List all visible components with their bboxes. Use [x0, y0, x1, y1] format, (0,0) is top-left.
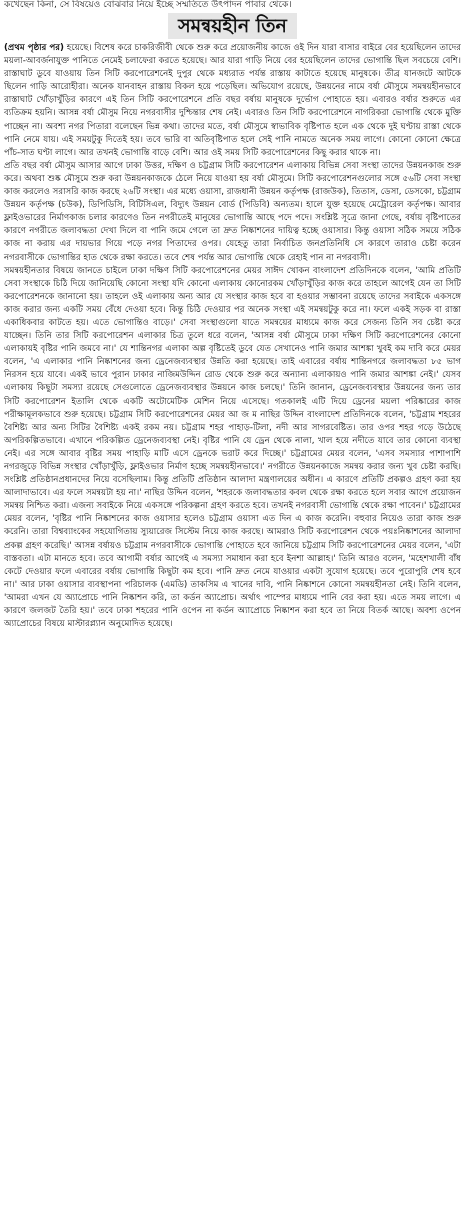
- article-paragraph-2: প্রতি বছর বর্ষা মৌসুম আসার আগে ঢাকা উত্তর, দক্ষিণ ও চট্টগ্রাম সিটি করপোরেশন এলাকায় বিভিন্ন সেবা সংস্থা তাদের উন্নয়নকাজ শুরু করে। অথবা শুষ্ক মৌসুমে শুরু করা উন্নয়নকাজকে ঠেলে নিয়ে যাওয়া হয় বর্ষা মৌসুমে। সিটি করপোরেশনগুলোর সঙ্গে ৫৬টি সেবা সংস্থা কাজ করলেও সরাসরি কাজ করছে ২৬টি সংস্থা। এর মধ্যে ওয়াসা, রাজধানী উন্নয়ন কর্তৃপক্ষ (রাজউক), তিতাস, ডেসা, ডেসকো, চট্টগ্রাম উন্নয়ন কর্তৃপক্ষ (চউক), ডিপিডিসি, বিটিসিএল, বিদ্যুৎ উন্নয়ন বোর্ড (পিডিবি) অন্যতম। হালে যুক্ত হয়েছে মেট্রোরেল কর্তৃপক্ষ। আবার ফ্লাইওভারের নির্মাণকাজ চলার কারণেও তিন নগরীতেই মানুষের ভোগান্তি আছে পদে পদে। সংশ্লিষ্ট সূত্রে জানা গেছে, বর্ষায় বৃষ্টিপাতের কারণে নগরীতে জলাবদ্ধতা দেখা দিলে বা পানি জমে গেলে তা দ্রুত নিষ্কাশনের দায়িত্ব হচ্ছে ওয়াসার। কিন্তু ওয়াসা সঠিক সময়ে সঠিক কাজ না করায় এর দায়ভার গিয়ে পড়ে নগর পিতাদের ওপর। যেহেতু তারা নির্বাচিত জনপ্রতিনিধি সে কারণে তারাও চেষ্টা করেন নগরবাসীকে ভোগান্তির হাত থেকে রক্ষা করতে। তবে শেষ পর্যন্ত আর ভোগান্তি থেকে রেহাই পান না নগরবাসী।: [4, 160, 461, 263]
- paragraph-text: হয়েছে। বিশেষ করে চাকরিজীবী থেকে শুরু করে প্রয়োজনীয় কাজে ওই দিন যারা বাসার বাইরে বের হয়েছিলেন তাদের ময়লা-আবর্জনাযুক্ত পানিতে নেমেই চলাফেরা করতে হয়েছে। আর যারা গাড়ি নিয়ে বের হয়েছিলেন তাদের ভোগান্তি ছিল সবচেয়ে বেশি। রাস্তাঘাট ডুবে যাওয়ায় তিন সিটি করপোরেশনেই দুপুর থেকে মধ্যরাত পর্যন্ত রাস্তায় কাটাতে হয়েছে মানুষকে। তীব্র যানজটে আটকে ছিলেন গাড়ি আরোহীরা। অনেক যানবাহন রাস্তায় বিকল হয়ে পড়েছিল। অভিযোগ রয়েছে, উন্নয়নের নামে বর্ষা মৌসুমে সমন্বয়হীনভাবে রাস্তাঘাট খোঁড়াখুঁড়ির কারণে এই তিন সিটি করপোরেশনে প্রতি বছর বর্ষায় মানুষকে দুর্ভোগ পোহাতে হয়। এবারও বর্ষার শুরুতে এর ব্যতিক্রম হয়নি। আসন্ন বর্ষা মৌসুম নিয়ে নগরবাসীর দুশ্চিন্তার শেষ নেই। এবারও তিন সিটি করপোরেশনে নাগরিকরা ভোগান্তি থেকে মুক্তি পাচ্ছেন না। অবশ্য নগর পিতারা বলেছেন ভিন্ন কথা। তাদের মতে, বর্ষা মৌসুমে স্বাভাবিক বৃষ্টিপাত হলে এক থেকে দুই ঘণ্টায় রাস্তা থেকে পানি নেমে যায়। এই সময়টুকু দিতেই হয়। তবে ভারি বা অতিবৃষ্টিপাত হলে সেই পানি নামতে অনেক সময় লাগে। কোনো কোনো ক্ষেত্রে পাঁচ-সাত ঘণ্টা লাগে। আর তখনই ভোগান্তি বাড়ে বেশি। আর ওই সময় সিটি করপোরেশনের কিছু করার থাকে না।: [4, 43, 461, 158]
- article-paragraph-3: সমন্বয়হীনতার বিষয়ে জানতে চাইলে ঢাকা দক্ষিণ সিটি করপোরেশনের মেয়র সাঈদ খোকন বাংলাদেশ প্রতিদিনকে বলেন, 'আমি প্রতিটি সেবা সংস্থাকে চিঠি দিয়ে জানিয়েছি কোনো সংস্থা যদি কোনো এলাকায় কোনোরকম খোঁড়াখুঁড়ির কাজ করে তাহলে আগেই যেন তা সিটি করপোরেশনকে জানানো হয়। তাহলে ওই এলাকায় অন্য আর যে সংস্থার কাজ হবে বা হওয়ার সম্ভাবনা রয়েছে তাদের সবাইকে একসঙ্গে কাজ করার জন্য একটি সময় বেঁধে দেওয়া হবে। কিন্তু চিঠি দেওয়ার পর অনেক সংস্থা এই সমন্বয়টুকু করে না। ফলে একই সড়ক বা রাস্তা একাধিকবার কাটতে হয়। এতে ভোগান্তিও বাড়ে।' সেবা সংস্থাগুলো যাতে সমন্বয়ের মাধ্যমে কাজ করে সেজন্য তিনি সব চেষ্টা করে যাচ্ছেন। তিনি তার সিটি করপোরেশন এলাকার চিত্র তুলে ধরে বলেন, 'আসন্ন বর্ষা মৌসুমে ঢাকা দক্ষিণ সিটি করপোরেশনের কোনো এলাকায়ই বৃষ্টির পানি জমবে না।' যে শান্তিনগর এলাকা অল্প বৃষ্টিতেই ডুবে যেত সেখানেও পানি জমার আশঙ্কা খুবই কম দাবি করে মেয়র বলেন, 'এ এলাকার পানি নিষ্কাশনের জন্য ড্রেনেজব্যবস্থার উন্নতি করা হয়েছে। তাই এবারের বর্ষায় শান্তিনগরে জলাবদ্ধতা ৮৫ ভাগ নিরসন হয়ে যাবে। একই ভাবে পুরান ঢাকার নাজিমউদ্দিন রোড থেকে শুরু করে অন্যান্য এলাকায়ও পানি জমার আশঙ্কা নেই।' যেসব এলাকায় কিছুটা সমস্যা রয়েছে সেগুলোতে ড্রেনেজব্যবস্থার উন্নয়নে কাজ চলছে।' তিনি জানান, ড্রেনেজব্যবস্থার উন্নয়নের জন্য তার সিটি করপোরেশন ইতালি থেকে একটি অটোমেটিক মেশিন নিয়ে এসেছে। গতকালই এটি দিয়ে ড্রেনের ময়লা পরিষ্কারের কাজ পরীক্ষামূলকভাবে শুরু হয়েছে। চট্টগ্রাম সিটি করপোরেশনের মেয়র আ জ ম নাছির উদ্দিন বাংলাদেশ প্রতিদিনকে বলেন, 'চট্টগ্রাম শহরের বৈশিষ্ট্য আর অন্য সিটির বৈশিষ্ট্য একই রকম নয়। চট্টগ্রাম শহর পাহাড়-টিলা, নদী আর সাগরবেষ্টিত। তার ওপর শহর গড়ে উঠেছে অপরিকল্পিতভাবে। এখানে পরিকল্পিত ড্রেনেজব্যবস্থা নেই। বৃষ্টির পানি যে ড্রেন থেকে নালা, খাল হয়ে নদীতে যাবে তার কোনো ব্যবস্থা নেই। এর সঙ্গে আবার বৃষ্টির সময় পাহাড়ি মাটি এসে ড্রেনকে ভরাট করে দিচ্ছে।' চট্টগ্রামের মেয়র বলেন, 'এসব সমস্যার পাশাপাশি নগরজুড়ে বিভিন্ন সংস্থার খোঁড়াখুঁড়ি, ফ্লাইওভার নির্মাণ হচ্ছে সমন্বয়হীনভাবে।' নগরীতে উন্নয়নকাজে সমন্বয় করার জন্য খুব চেষ্টা করছি। সংশ্লিষ্ট প্রতিষ্ঠানপ্রধানদের নিয়ে বসেছিলাম। কিন্তু প্রতিটি প্রতিষ্ঠান আলাদা মন্ত্রণালয়ের অধীন। এ কারণে প্রতিটি প্রকল্পও গ্রহণ করা হয় আলাদাভাবে। এর ফলে সমন্বয়টা হয় না।' নাছির উদ্দিন বলেন, 'শহরকে জলাবদ্ধতার কবল থেকে রক্ষা করতে হলে সবার আগে প্রয়োজন সমন্বয় নিশ্চিত করা। এজন্য সবাইকে নিয়ে একসঙ্গে পরিকল্পনা গ্রহণ করতে হবে। তখনই নগরবাসী ভোগান্তি থেকে রক্ষা পাবেন।' চট্টগ্রামের মেয়র বলেন, 'বৃষ্টির পানি নিষ্কাশনের কাজ ওয়াসার হলেও চট্টগ্রাম ওয়াসা এত দিন এ কাজ করেনি। বহুবার নিয়েও তারা কাজ শুরু করেনি। তারা বিশ্বব্যাংকের সহযোগিতায় স্যুয়ারেজ সিস্টেম নিয়ে কাজ করছে। আমরাও সিটি করপোরেশন থেকে পয়ঃনিষ্কাশনের আলাদা প্রকল্প গ্রহণ করেছি।' আসন্ন বর্ষায়ও চট্টগ্রাম নগরবাসীকে ভোগান্তি পোহাতে হবে জানিয়ে চট্টগ্রাম সিটি করপোরেশনের মেয়র বলেন, 'এটা বাস্তবতা। এটা মানতে হবে। তবে আগামী বর্ষার আগেই এ সমস্যা সমাধান করা হবে ইনশা আল্লাহ।' তিনি আরও বলেন, 'মহেশখালী বাঁধ কেটে দেওয়ার ফলে এবারের বর্ষায় ভোগান্তি কিছুটা কম হবে। পানি দ্রুত নেমে যাওয়ার একটা সুযোগ হয়েছে। তবে পুরোপুরি শেষ হবে না।' আর ঢাকা ওয়াসার ব্যবস্থাপনা পরিচালক (এমডি) তাকসিম এ খানের দাবি, পানি নিষ্কাশনে কোনো সমন্বয়হীনতা নেই। তিনি বলেন, 'আমরা এখন যে অ্যাপ্রোচে পানি নিষ্কাশন করি, তা কর্ডন অ্যাপ্রোচ। অর্থাৎ পাম্পের মাধ্যমে পানি বের করা হয়। এতে সময় লাগে। এ কারণে জলজট তৈরি হয়।' তবে ঢাকা শহরের পানি ওপেন না কর্ডন অ্যাপ্রোচে নিষ্কাশন করা হবে তা নিয়ে বিতর্ক আছে। অবশ্য ওপেন অ্যাপ্রোচের বিষয়ে মাস্টারপ্ল্যান অনুমোদিত হয়েছে।: [4, 265, 461, 630]
- continuation-label: (প্রথম পৃষ্ঠার পর): [4, 43, 64, 53]
- cut-previous-text: কখেছেন কিনা, সে বিষয়েও বোঝবার নিয়ে ইচ্ছে সম্মতিতে উৎপাদন পাবার থেকে।: [4, 0, 292, 10]
- headline-container: [4, 13, 461, 39]
- article-body: [4, 42, 461, 631]
- article-headline: সমন্বয়হীন তিন: [168, 13, 297, 39]
- article-paragraph-1: [4, 42, 461, 160]
